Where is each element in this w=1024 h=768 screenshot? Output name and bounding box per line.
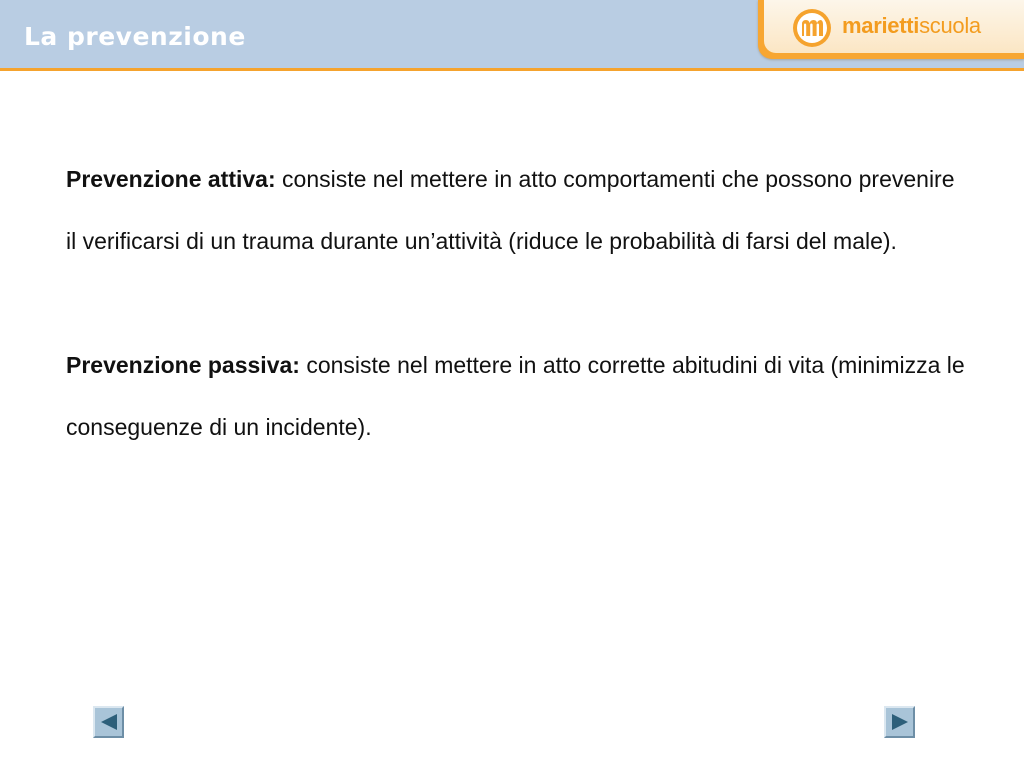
previous-slide-button[interactable] — [93, 706, 124, 738]
paragraph-active-prevention — [66, 148, 966, 272]
logo-plate — [764, 0, 1024, 53]
slide-content — [66, 148, 966, 458]
term-passive-prevention: Prevenzione passiva: — [66, 352, 300, 378]
logo-brand-text: marietti — [842, 13, 920, 38]
triangle-right-icon — [890, 713, 910, 731]
next-slide-button[interactable] — [884, 706, 915, 738]
term-active-prevention: Prevenzione attiva: — [66, 166, 276, 192]
logo-wordmark — [842, 15, 981, 37]
logo-sub-text: scuola — [919, 13, 981, 38]
marietti-m-emblem-icon — [792, 8, 832, 48]
definition-active-prevention: consiste nel mettere in atto comportamenti che possono prevenire il verificarsi di un trauma durante un’attività (riduce le probabilità di farsi del male). — [66, 166, 955, 254]
publisher-logo — [758, 0, 1024, 59]
page-title: La prevenzione — [24, 22, 246, 51]
paragraph-passive-prevention — [66, 334, 966, 458]
triangle-left-icon — [99, 713, 119, 731]
definition-passive-prevention: consiste nel mettere in atto corrette abitudini di vita (minimizza le conseguenze di un incidente). — [66, 352, 965, 440]
